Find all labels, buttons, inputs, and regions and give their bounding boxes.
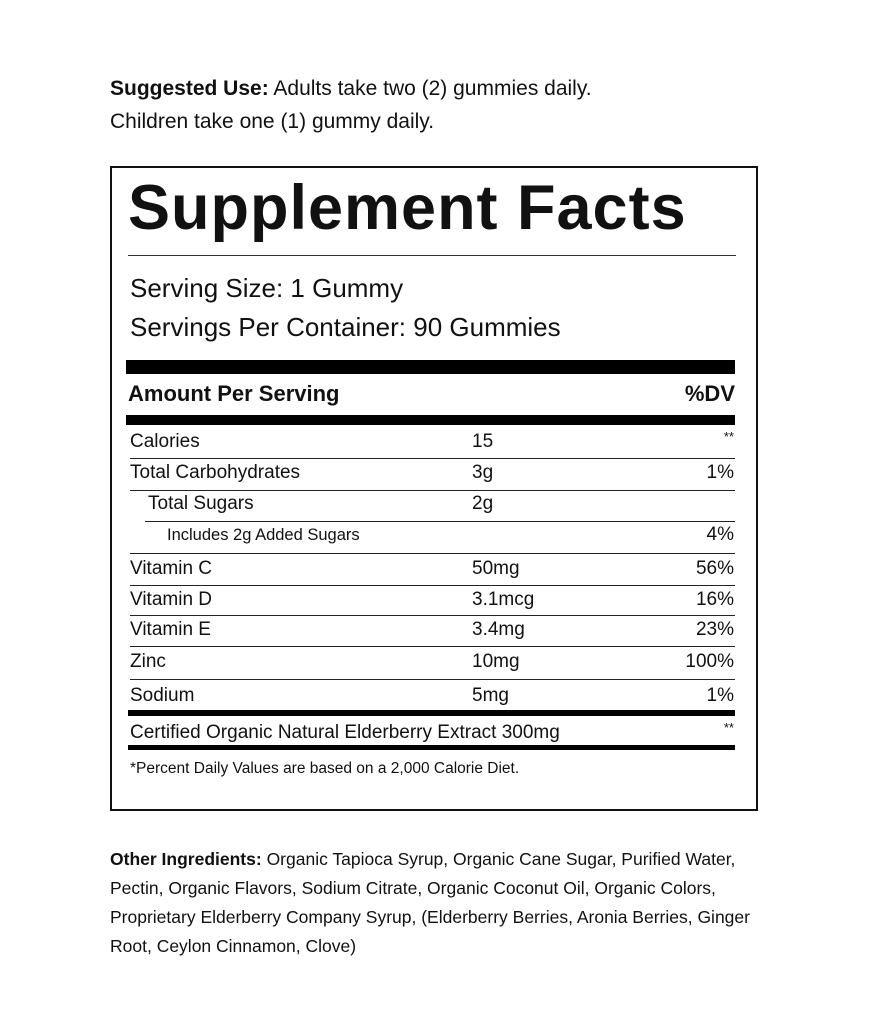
extract-label: Certified Organic Natural Elderberry Extract 300mg [130, 722, 560, 743]
nutrient-row [130, 619, 734, 647]
servings-per-container: Servings Per Container: 90 Gummies [130, 312, 561, 342]
thick-divider [128, 745, 735, 750]
nutrient-row [130, 589, 734, 617]
nutrient-dv: 100% [685, 651, 734, 672]
extract-dv: ** [723, 720, 734, 735]
nutrient-amount: 10mg [472, 651, 520, 672]
nutrient-label: Total Carbohydrates [130, 462, 301, 483]
row-divider [130, 585, 735, 586]
nutrient-row [130, 558, 734, 586]
row-divider [130, 615, 735, 616]
nutrient-label: Total Sugars [148, 493, 254, 514]
footnote: *Percent Daily Values are based on a 2,000 Calorie Diet. [130, 760, 520, 777]
row-divider [130, 679, 735, 680]
nutrient-dv: 16% [695, 589, 734, 610]
nutrient-row [130, 462, 734, 490]
nutrient-amount: 3.4mg [472, 619, 525, 640]
nutrient-label: Vitamin E [130, 619, 211, 640]
nutrient-dv: 1% [706, 685, 734, 706]
nutrient-label: Vitamin C [130, 558, 213, 579]
serving-size: Serving Size: 1 Gummy [130, 273, 404, 303]
nutrient-label: Sodium [130, 685, 195, 706]
nutrient-dv: 1% [706, 462, 734, 483]
nutrient-dv: 4% [706, 524, 734, 545]
thick-divider [126, 415, 735, 425]
nutrient-amount: 15 [472, 431, 494, 452]
suggested-use [110, 72, 592, 138]
nutrient-amount: 3g [472, 462, 494, 483]
nutrient-row [130, 685, 734, 713]
other-ingredients [110, 845, 790, 961]
row-divider [130, 646, 735, 647]
nutrient-amount: 2g [472, 493, 494, 514]
nutrient-amount: 3.1mcg [472, 589, 535, 610]
nutrient-row [130, 526, 734, 554]
nutrient-row [130, 651, 734, 679]
thick-divider [128, 710, 735, 716]
suggested-use-children: Children take one (1) gummy daily. [110, 110, 435, 133]
nutrient-label: Zinc [130, 651, 166, 672]
other-ingredients-text: Organic Tapioca Syrup, Organic Cane Sugar, Purified Water, Pectin, Organic Flavors, Sodium Citrate, Organic Coconut Oil, Organic Colors, Proprietary Elderberry Company Syrup, (Elderberry Berries, Aronia Berries, Ginger Root, Ceylon Cinnamon, Clove) [110, 849, 750, 956]
panel-title: Supplement Facts [128, 173, 687, 243]
nutrient-dv: 56% [695, 558, 734, 579]
thick-divider [126, 360, 735, 374]
suggested-use-adults: Adults take two (2) gummies daily. [273, 77, 592, 100]
suggested-use-label: Suggested Use: [110, 77, 269, 100]
nutrient-label: Vitamin D [130, 589, 213, 610]
row-divider [145, 521, 735, 522]
nutrient-row [130, 493, 734, 521]
other-ingredients-label: Other Ingredients: [110, 849, 262, 869]
nutrient-amount: 50mg [472, 558, 520, 579]
row-divider [130, 553, 735, 554]
nutrient-amount: 5mg [472, 685, 509, 706]
row-divider [130, 458, 735, 459]
nutrient-dv: ** [723, 429, 734, 444]
row-divider [130, 490, 735, 491]
dv-header: %DV [684, 381, 735, 406]
amount-per-serving-header: Amount Per Serving [128, 381, 340, 406]
nutrient-label: Calories [130, 431, 200, 452]
nutrient-dv: 23% [695, 619, 734, 640]
divider [128, 255, 736, 256]
nutrient-row [130, 431, 734, 459]
nutrient-label: Includes 2g Added Sugars [167, 526, 360, 544]
